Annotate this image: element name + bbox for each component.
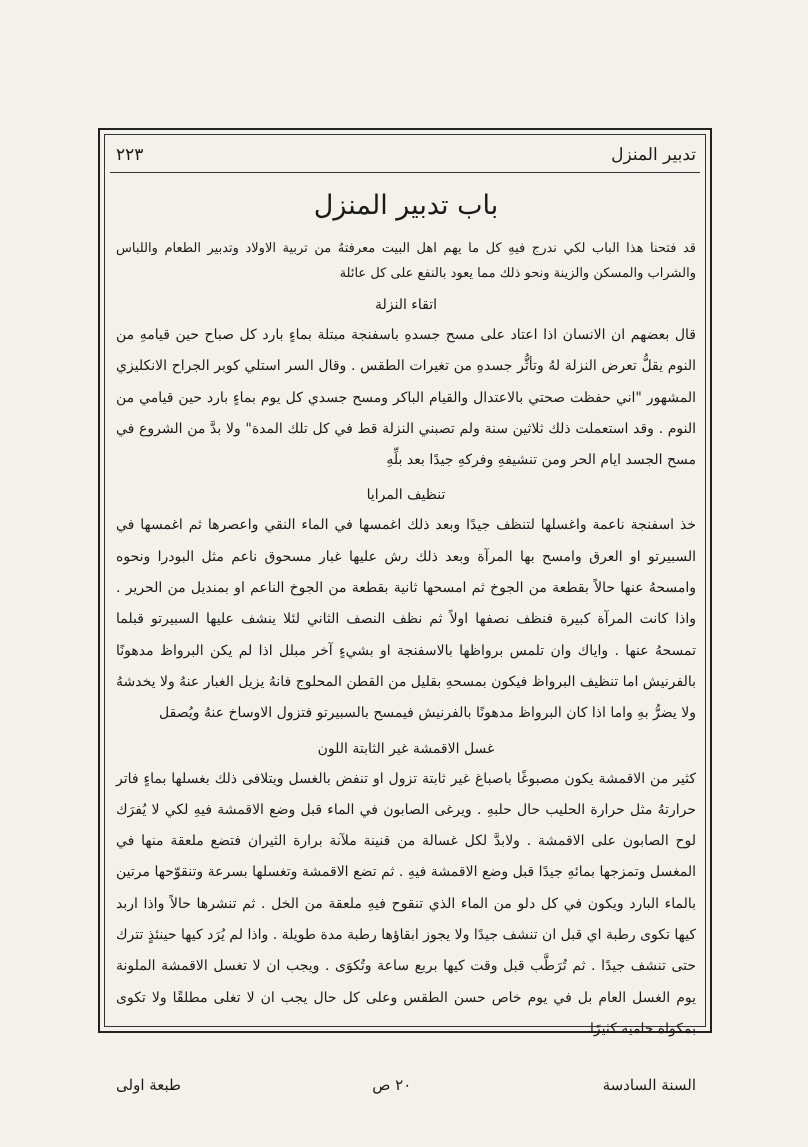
footer-year: السنة السادسة xyxy=(602,1076,696,1094)
section-text-fabric-washing: كثير من الاقمشة يكون مصبوغًا باصباغ غير ثابتة تزول او تنفض بالغسل ويتلافى ذلك بغسلها بماءٍ فاتر حرارتهُ مثل حرارة الحليب حال حلبهِ . ويرغى الصابون في الماء قبل وضع الاقمشة فيهِ لكي لا يُفرَك لوح الصابون على الاقمشة . ولابدَّ لكل غسالة من قنينة ملآنة برارة الثيران فتضع ملعقة منها في المغسل وتمزجها بمائهِ جيدًا قبل وضع الاقمشة فيهِ . ثم تضع الاقمشة وتغسلها بسرعة وتنقوّحها مرتين بالماء البارد ويكون في كل دلو من الماء الذي تنقوح فيهِ ملعقة من الخل . ثم تنشرها حالاً واذا اربد كيها تكوى رطبة اي قبل ان تنشف جيدًا ولا يجوز ابقاؤها رطبة مدة طويلة . واذا لم يُرَد كيها حينئذٍ تترك حتى تنشف جيدًا . ثم تُرَطَّب قبل وقت كيها بربع ساعة وتُكوَى . ويجب ان لا تغسل الاقمشة الملونة يوم الغسل العام بل في يوم خاص حسن الطقس وعلى كل حال يجب ان لا تغلى مطلقًا ولا تكوى بمكواة حامية كثيرًا xyxy=(116,770,696,1037)
section-text-cold-prevention: قال بعضهم ان الانسان اذا اعتاد على مسح جسدهِ باسفنجة مبتلة بماءٍ بارد كل صباح حين قيامهِ من النوم يقلُّ تعرض النزلة لهُ وتأثُّر جسدهِ من تغيرات الطقس . وقال السر استلي كوبر الجراح الانكليزي المشهور "اني حفظت صحتي بالاعتدال والقيام الباكر ومسح جسدي كل يوم بماءٍ بارد حين قيامي من النوم . وقد استعملت ذلك ثلاثين سنة ولم تصبني النزلة قط في كل تلك المدة" ولا بدَّ من الشروع في مسح الجسد ايام الحر ومن تنشيفهِ وفركهِ جيدًا بعد بلِّهِ xyxy=(116,327,697,469)
running-title: تدبير المنزل xyxy=(611,145,696,165)
intro-paragraph: قد فتحنا هذا الباب لكي ندرج فيهِ كل ما يهم اهل البيت معرفتهُ من تربية الاولاد وتدبير الطعام واللباس والشراب والمسكن والزينة ونحو ذلك مما يعود بالنفع على كل عائلة xyxy=(116,241,696,281)
page-number: ٢٢٣ xyxy=(116,145,144,165)
footer-edition: طبعة اولى xyxy=(116,1076,181,1094)
section-title-fabric-washing: غسل الاقمشة غير الثابتة اللون xyxy=(317,740,495,757)
header-divider xyxy=(110,172,700,173)
chapter-title: باب تدبير المنزل xyxy=(313,190,499,221)
section-title-mirror-cleaning: تنظيف المرايا xyxy=(366,487,446,504)
running-header xyxy=(116,138,696,172)
section-title-cold-prevention: اتقاء النزلة xyxy=(374,297,438,313)
page-content xyxy=(116,182,697,1037)
footer-page-ref: ٢٠ ص xyxy=(372,1076,412,1094)
page-footer xyxy=(116,1070,696,1100)
section-text-mirror-cleaning: خذ اسفنجة ناعمة واغسلها لتنظف جيدًا وبعد ذلك اغمسها في الماء النقي واعصرها ثم اغمسها في السبيرتو او العرق وامسح بها المرآة وبعد ذلك رش عليها غبار مسحوق ناعم مثل البودرا ونحوه وامسحهُ عنها حالاً بقطعة من الجوخ ثم امسحها ثانية بقطعة من الجوخ الناعم او بمنديل من الحرير . واذا كانت المرآة كبيرة فنظف نصفها اولاً ثم نظف النصف الثاني لئلا ينشف عليها السبيرتو قبلما تمسحهُ عنها . واياك وان تلمس برواظها بالاسفنجة او بشيءٍ آخر مبلل اذا لم يكن البرواظ مدهونًا بالفرنيش اما تنظيف البرواظ فيكون بمسحهِ بقليل من القطن المحلوج فانهُ يزيل الغبار عنهُ ولا يخدشهُ ولا يضرُّ بهِ واما اذا كان البرواظ مدهونًا بالفرنيش فيمسح بالسبيرتو فتزول الاوساخ عنهُ ويُصقل xyxy=(116,517,696,722)
